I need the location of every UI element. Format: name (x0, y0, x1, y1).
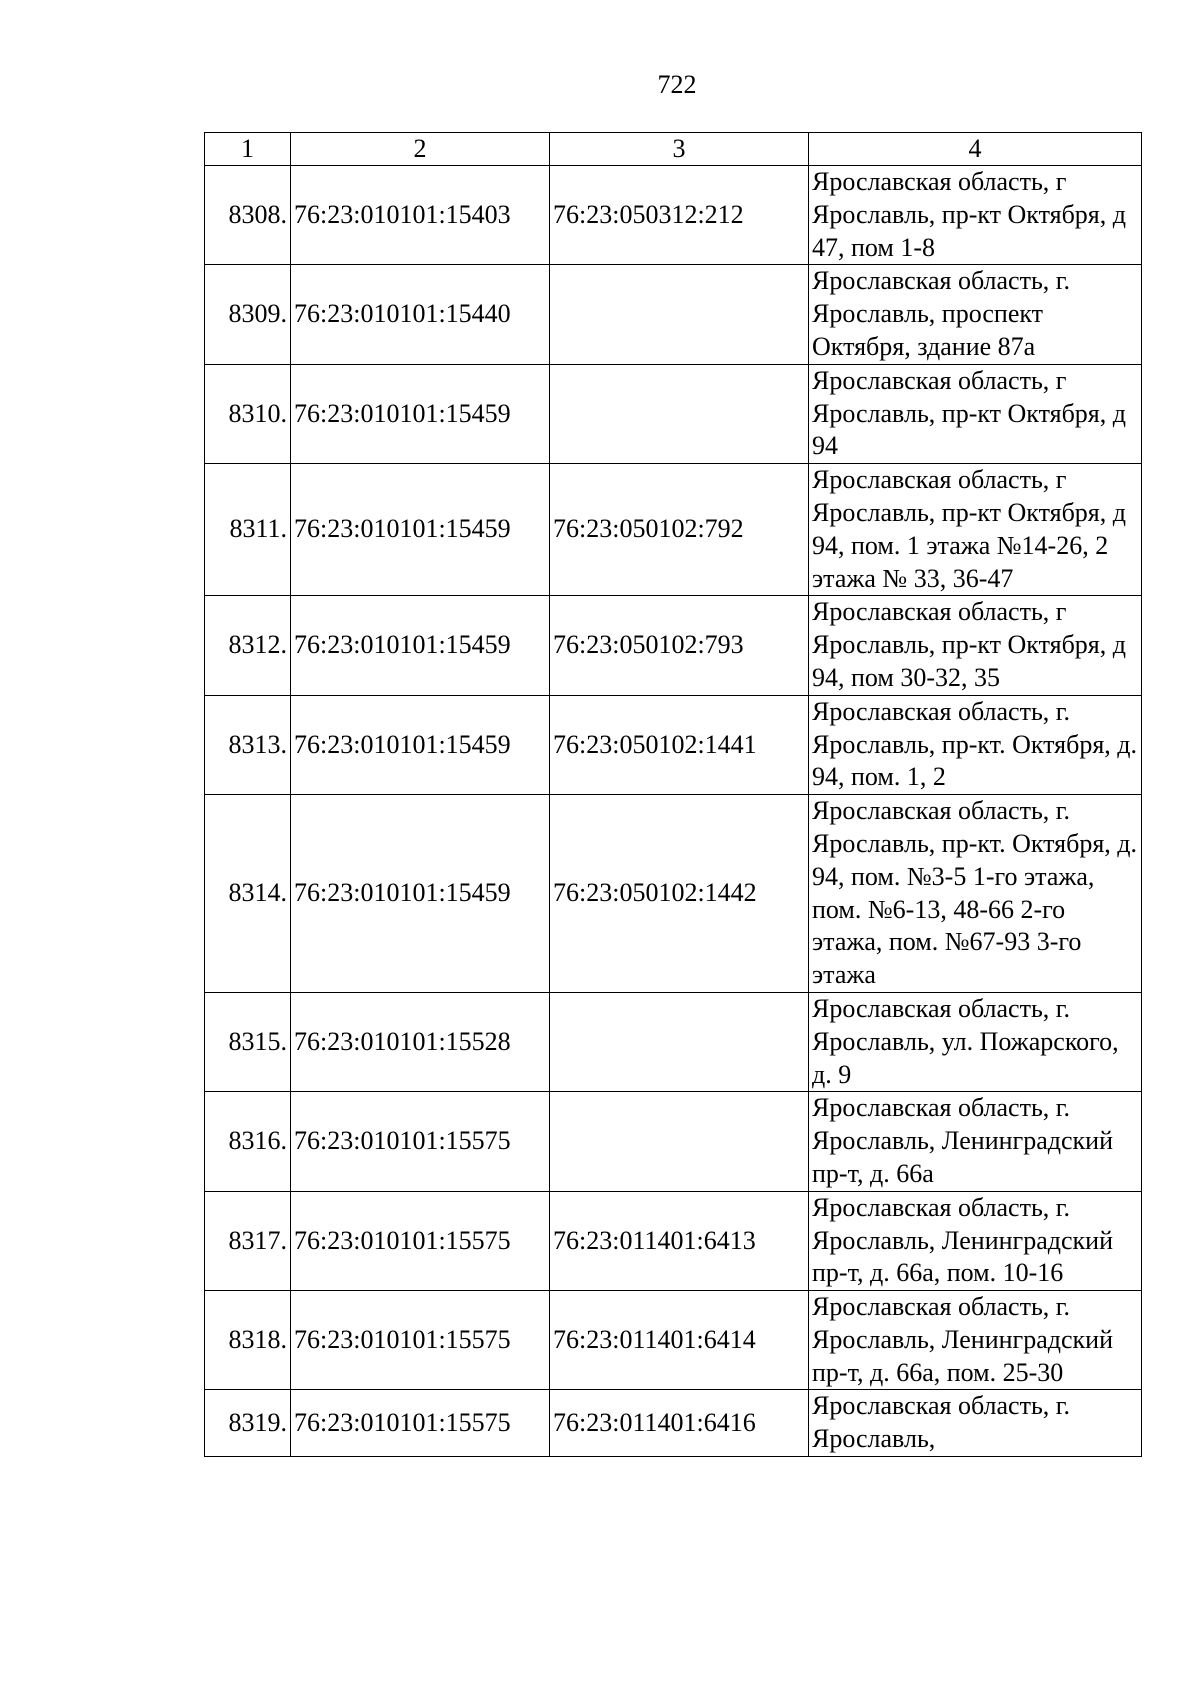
row-number: 8309. (205, 265, 291, 364)
row-number: 8311. (205, 464, 291, 596)
row-number: 8314. (205, 795, 291, 993)
related-cadastral-number: 76:23:050102:1442 (550, 795, 809, 993)
related-cadastral-number: 76:23:050312:212 (550, 166, 809, 265)
table-row (205, 364, 1142, 463)
related-cadastral-number (550, 364, 809, 463)
related-cadastral-number (550, 1092, 809, 1191)
related-cadastral-number: 76:23:050102:793 (550, 596, 809, 695)
table-row (205, 1390, 1142, 1457)
address: Ярославская область, г. Ярославль, Ленинградский пр-т, д. 66а (809, 1092, 1142, 1191)
row-number: 8310. (205, 364, 291, 463)
column-header: 3 (550, 133, 809, 166)
cadastral-number: 76:23:010101:15575 (291, 1191, 550, 1290)
address: Ярославская область, г. Ярославль, (809, 1390, 1142, 1457)
page-number: 722 (657, 70, 697, 99)
row-number: 8315. (205, 992, 291, 1091)
address: Ярославская область, г. Ярославль, проспект Октября, здание 87а (809, 265, 1142, 364)
address: Ярославская область, г. Ярославль, ул. Пожарского, д. 9 (809, 992, 1142, 1091)
cadastral-number: 76:23:010101:15459 (291, 695, 550, 794)
cadastral-number: 76:23:010101:15440 (291, 265, 550, 364)
related-cadastral-number: 76:23:050102:1441 (550, 695, 809, 794)
address: Ярославская область, г Ярославль, пр-кт Октября, д 94, пом 30-32, 35 (809, 596, 1142, 695)
row-number: 8318. (205, 1291, 291, 1390)
related-cadastral-number: 76:23:050102:792 (550, 464, 809, 596)
address: Ярославская область, г Ярославль, пр-кт Октября, д 94 (809, 364, 1142, 463)
table-row (205, 795, 1142, 993)
cadastral-number: 76:23:010101:15575 (291, 1291, 550, 1390)
column-header: 1 (205, 133, 291, 166)
address: Ярославская область, г. Ярославль, пр-кт. Октября, д. 94, пом. №3-5 1-го этажа, пом. №6-13, 48-66 2-го этажа, пом. №67-93 3-го этажа (809, 795, 1142, 993)
table-header-row (205, 133, 1142, 166)
address: Ярославская область, г. Ярославль, пр-кт. Октября, д. 94, пом. 1, 2 (809, 695, 1142, 794)
related-cadastral-number: 76:23:011401:6413 (550, 1191, 809, 1290)
related-cadastral-number (550, 992, 809, 1091)
table-row (205, 1092, 1142, 1191)
cadastral-number: 76:23:010101:15459 (291, 596, 550, 695)
address: Ярославская область, г. Ярославль, Ленинградский пр-т, д. 66а, пом. 10-16 (809, 1191, 1142, 1290)
row-number: 8313. (205, 695, 291, 794)
related-cadastral-number: 76:23:011401:6416 (550, 1390, 809, 1457)
cadastral-number: 76:23:010101:15575 (291, 1390, 550, 1457)
address: Ярославская область, г Ярославль, пр-кт Октября, д 94, пом. 1 этажа №14-26, 2 этажа № 33, 36-47 (809, 464, 1142, 596)
table-row (205, 1191, 1142, 1290)
address: Ярославская область, г Ярославль, пр-кт Октября, д 47, пом 1-8 (809, 166, 1142, 265)
cadastral-number: 76:23:010101:15459 (291, 464, 550, 596)
row-number: 8316. (205, 1092, 291, 1191)
row-number: 8312. (205, 596, 291, 695)
row-number: 8319. (205, 1390, 291, 1457)
table-row (205, 695, 1142, 794)
related-cadastral-number: 76:23:011401:6414 (550, 1291, 809, 1390)
address: Ярославская область, г. Ярославль, Ленинградский пр-т, д. 66а, пом. 25-30 (809, 1291, 1142, 1390)
cadastral-number: 76:23:010101:15528 (291, 992, 550, 1091)
related-cadastral-number (550, 265, 809, 364)
table-row (205, 596, 1142, 695)
registry-table (204, 132, 1142, 1457)
table-row (205, 464, 1142, 596)
row-number: 8317. (205, 1191, 291, 1290)
row-number: 8308. (205, 166, 291, 265)
table-row (205, 992, 1142, 1091)
column-header: 2 (291, 133, 550, 166)
cadastral-number: 76:23:010101:15459 (291, 795, 550, 993)
table-row (205, 265, 1142, 364)
cadastral-number: 76:23:010101:15459 (291, 364, 550, 463)
column-header: 4 (809, 133, 1142, 166)
table-row (205, 166, 1142, 265)
table-row (205, 1291, 1142, 1390)
cadastral-number: 76:23:010101:15403 (291, 166, 550, 265)
cadastral-number: 76:23:010101:15575 (291, 1092, 550, 1191)
